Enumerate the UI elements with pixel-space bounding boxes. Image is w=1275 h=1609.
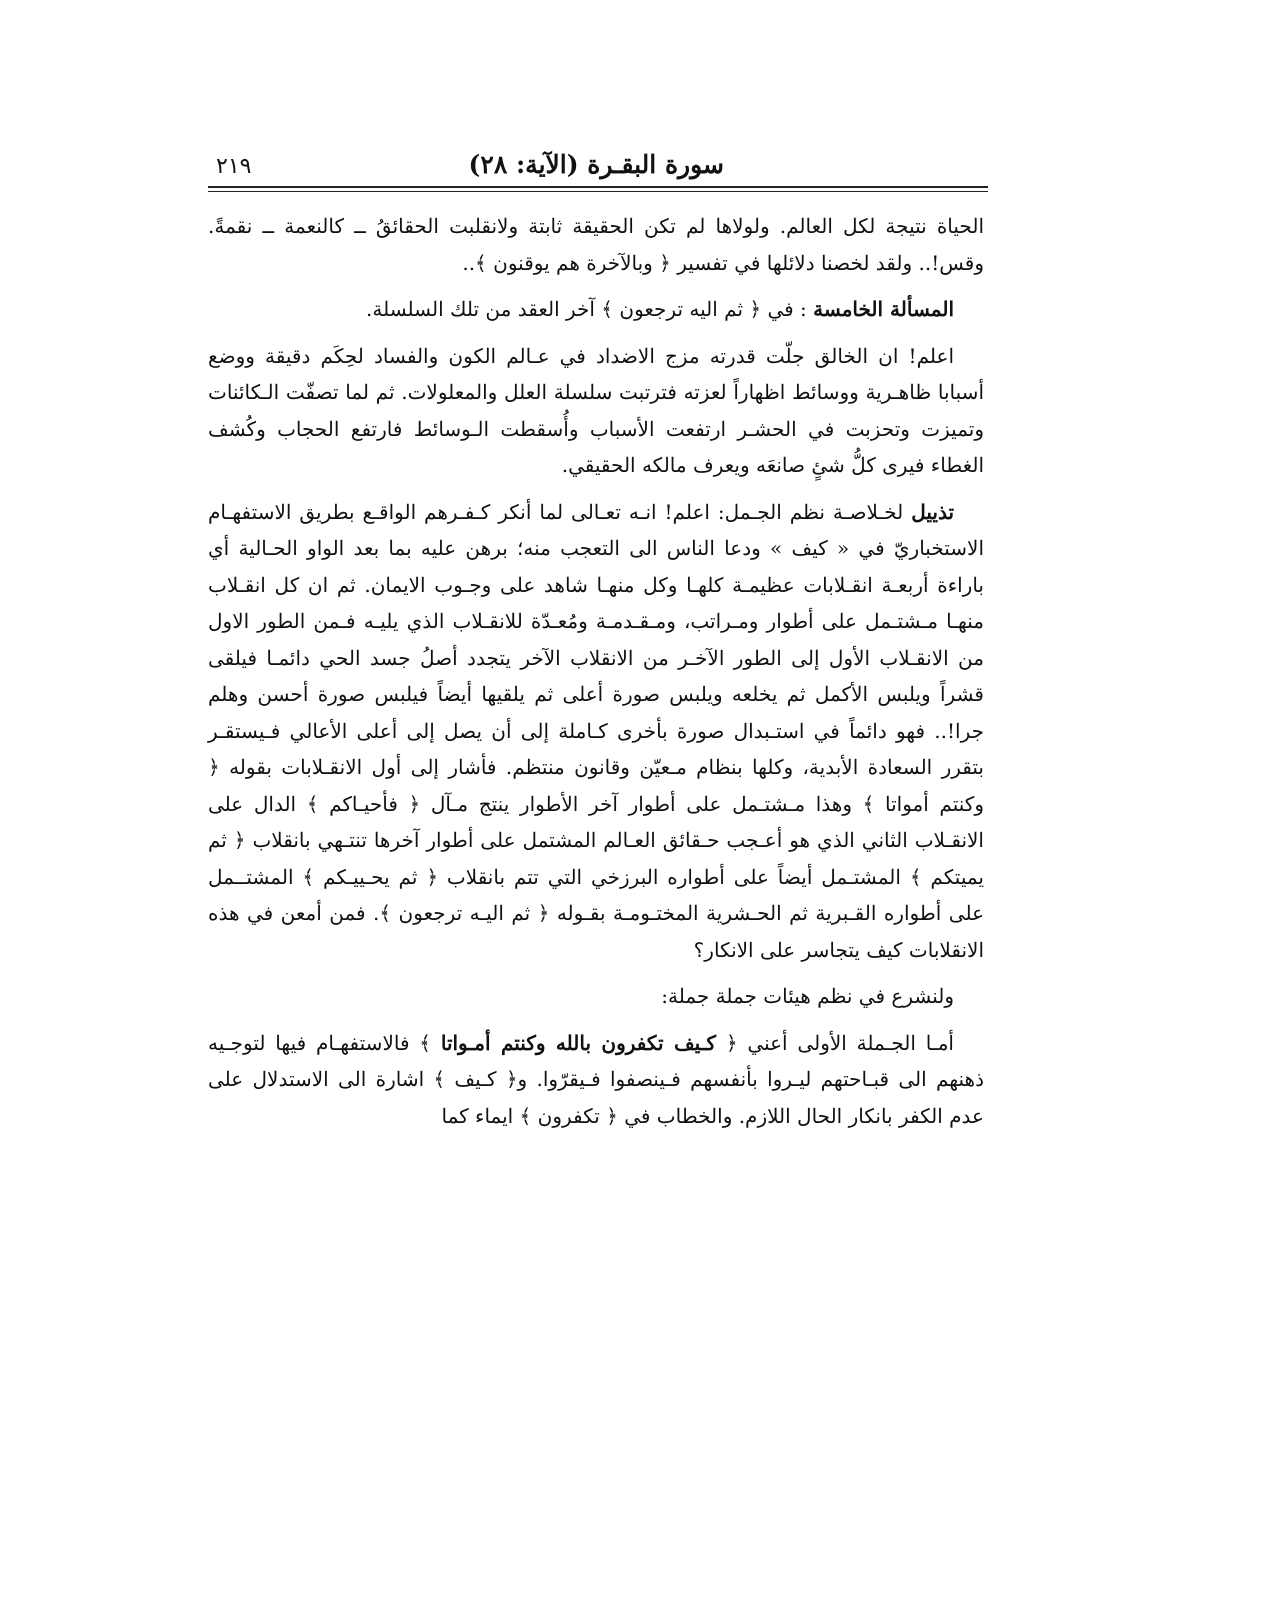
paragraph-text: اعلم! ان الخالق جلّت قدرته مزج الاضداد في عـالم الكون والفساد لحِكَم دقيقة ووضع أسبابا ظاهـرية ووسائط اظهاراً لعزته فترتبت سلسلة العلل والمعلولات. ثم لما تصفّت الـكائنات وتميزت وتحزبت في الحشـر ارتفعت الأسباب وأُسقطت الـوسائط فارتفع الحجاب وكُشف الغطاء فيرى كلُّ شئٍ صانعَه ويعرف مالكه الحقيقي. <box>208 343 984 477</box>
paragraph-intro-sentence <box>208 978 984 1015</box>
paragraph-text: لخـلاصـة نظم الجـمل: اعلم! انـه تعـالى لما أنكر كـفـرهم الواقـع بطريق الاستفهـام الاستخباريّ في « كيف » ودعا الناس الى التعجب منه؛ برهن عليه بما بعد الواو الحـالية أي باراءة أربعـة انقـلابات عظيمـة كلهـا وكل منهـا شاهد على وجـوب الايمان. ثم ان كل انقـلاب منهـا مـشتـمل على أطوار ومـراتب، ومـقـدمـة ومُعـدّة للانقـلاب الذي يليـه فـمن الطور الاول من الانقـلاب الأول إلى الطور الآخـر من الانقلاب الآخر يتجدد أصلُ جسد الحي دائمـا فيلقى قشراً ويلبس الأكمل ثم يخلعه ويلبس صورة أعلى ثم يلقيها أيضاً فيلبس صورة أحسن وهلم جرا!.. فهو دائماً في استـبدال صورة بأخرى كـاملة إلى أن يصل إلى أعلى الأعالي فـيستقـر بتقرر السعادة الأبدية، وكلها بنظام مـعيّن وقانون منتظم. فأشار إلى أول الانقـلابات بقوله ﴿ وكنتم أمواتا ﴾ وهذا مـشتـمل على أطوار آخر الأطوار ينتج مـآل ﴿ فأحيـاكم ﴾ الدال على الانقـلاب الثاني الذي هو أعـجب حـقائق العـالم المشتمل على أطوار آخرها تنتـهي بانقلاب ﴿ ثم يميتكم ﴾ المشتـمل أيضاً على أطواره البرزخي التي تتم بانقلاب ﴿ ثم يحـييـكم ﴾ المشتــمل على أطواره القـبرية ثم الحـشرية المختـومـة بقـوله ﴿ ثم اليـه ترجعون ﴾. فمن أمعن في هذه الانقلابات كيف يتجاسر على الانكار؟ <box>208 499 985 962</box>
paragraph-text: : في ﴿ ثم اليه ترجعون ﴾ آخر العقد من تلك السلسلة. <box>366 297 807 321</box>
header-rule-thick <box>208 186 988 188</box>
paragraph-creator <box>208 338 984 484</box>
verse-emphasis: كـيف تكفرون بالله وكنتم أمـواتا <box>440 1030 717 1055</box>
page-header <box>208 150 984 190</box>
running-title: سورة البقـرة (الآية: ٢٨) <box>468 150 724 179</box>
paragraph-text-before: أمـا الجـملة الأولى أعني ﴿ <box>725 1030 954 1055</box>
paragraph-appendix <box>208 494 984 969</box>
paragraph-text: ولنشرع في نظم هيئات جملة جملة: <box>661 984 954 1008</box>
body-text <box>208 208 984 1144</box>
page-number: ٢١٩ <box>216 154 252 179</box>
paragraph-text: الحياة نتيجة لكل العالم. ولولاها لم تكن الحقيقة ثابتة ولانقلبت الحقائقُ ــ كالنعمة ــ نقمةً. وقس!.. ولقد لخصنا دلائلها في تفسير ﴿ وبالآخرة هم يوقنون ﴾.. <box>208 214 984 275</box>
paragraph-fifth-issue <box>208 291 984 328</box>
section-heading: المسألة الخامسة <box>813 297 954 321</box>
paragraph-continuation <box>208 208 984 281</box>
paragraph-text-after: ﴾ فالاستفهـام فيها لتوجـيه ذهنهم الى قبـاحتهم ليـروا بأنفسهم فـينصفوا فـيقرّوا. و﴿ كـيف ﴾ اشارة الى الاستدلال على عدم الكفر بانكار الحال اللازم. والخطاب في ﴿ تكفرون ﴾ ايماء كما <box>208 1030 984 1128</box>
header-rule-thin <box>208 191 988 192</box>
section-heading: تذييل <box>911 499 955 524</box>
paragraph-first-sentence <box>208 1025 984 1135</box>
